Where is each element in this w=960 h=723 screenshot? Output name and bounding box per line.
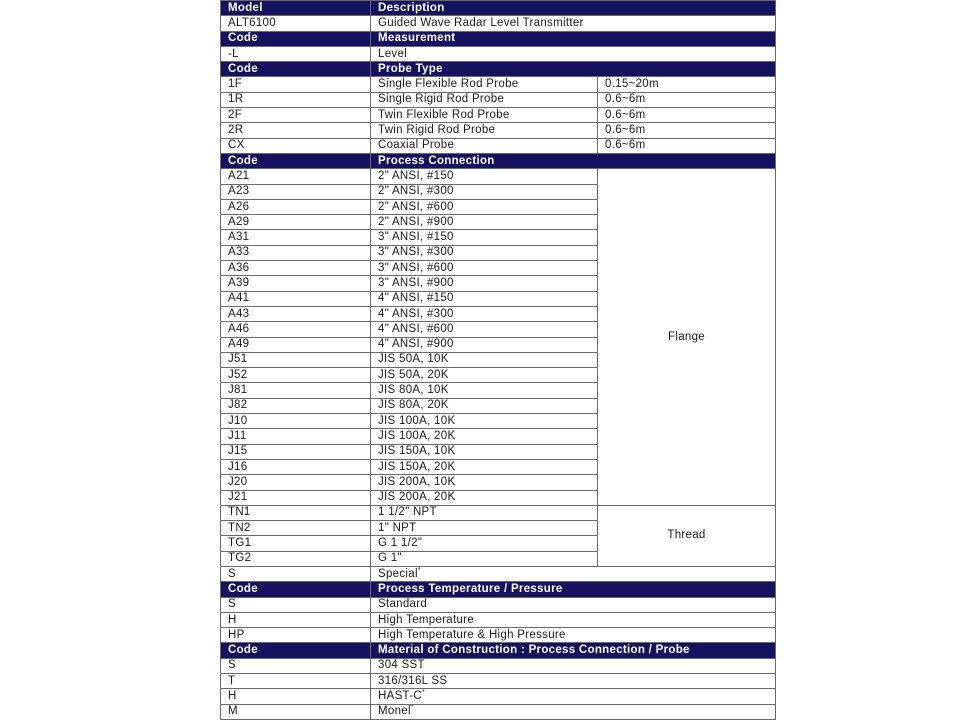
description-cell: JIS 80A, 20K: [371, 398, 598, 413]
code-cell: HP: [221, 628, 371, 643]
description-cell: 3" ANSI, #900: [371, 276, 598, 291]
connection-row: [221, 505, 776, 520]
connection-row: [221, 169, 776, 184]
footnote-mark: *: [417, 566, 421, 574]
code-cell: T: [221, 674, 371, 689]
description-text: HAST-C: [378, 690, 422, 702]
description-cell: [371, 658, 776, 673]
probe-header-row: [221, 62, 776, 77]
code-cell: S: [221, 658, 371, 673]
code-cell: A43: [221, 306, 371, 321]
description-cell: Twin Flexible Rod Probe: [371, 108, 598, 123]
probe-row: [221, 108, 776, 123]
description-cell: JIS 100A, 10K: [371, 414, 598, 429]
description-cell: 3" ANSI, #300: [371, 245, 598, 260]
code-cell: -L: [221, 46, 371, 61]
description-cell: JIS 150A, 20K: [371, 459, 598, 474]
description-cell: JIS 150A, 10K: [371, 444, 598, 459]
material-row: [221, 674, 776, 689]
temperature-row: [221, 612, 776, 627]
code-cell: A29: [221, 215, 371, 230]
material-row: [221, 689, 776, 704]
code-cell: 2F: [221, 108, 371, 123]
header-title-cell: Material of Construction : Process Connection / Probe: [371, 643, 776, 658]
description-cell: 3" ANSI, #150: [371, 230, 598, 245]
header-code-cell: Code: [221, 153, 371, 168]
code-cell: ALT6100: [221, 16, 371, 31]
range-cell: 0.6~6m: [598, 92, 776, 107]
header-code-cell: Code: [221, 62, 371, 77]
code-cell: J21: [221, 490, 371, 505]
header-title-cell: Probe Type: [371, 62, 776, 77]
header-code-cell: Model: [221, 1, 371, 16]
code-cell: A31: [221, 230, 371, 245]
code-cell: J15: [221, 444, 371, 459]
description-cell: 4" ANSI, #300: [371, 306, 598, 321]
header-title-cell: Process Temperature / Pressure: [371, 582, 776, 597]
code-cell: S: [221, 597, 371, 612]
header-title-cell: Measurement: [371, 31, 776, 46]
description-text: 304 SST: [378, 659, 425, 672]
description-cell: 2" ANSI, #900: [371, 215, 598, 230]
description-cell: [371, 566, 776, 581]
description-cell: High Temperature: [371, 612, 776, 627]
probe-row: [221, 123, 776, 138]
range-cell: 0.6~6m: [598, 123, 776, 138]
connection-row: [221, 566, 776, 581]
model-header-row: [221, 1, 776, 16]
flange-group-label: Flange: [598, 169, 776, 506]
description-cell: [371, 704, 776, 719]
range-cell: 0.6~6m: [598, 138, 776, 153]
code-cell: A49: [221, 337, 371, 352]
description-cell: G 1 1/2": [371, 536, 598, 551]
description-cell: Coaxial Probe: [371, 138, 598, 153]
model-row: [221, 16, 776, 31]
description-cell: 4" ANSI, #600: [371, 322, 598, 337]
spec-table: [220, 0, 776, 720]
description-cell: JIS 200A, 10K: [371, 475, 598, 490]
code-cell: A39: [221, 276, 371, 291]
code-cell: A23: [221, 184, 371, 199]
code-cell: A26: [221, 199, 371, 214]
code-cell: A46: [221, 322, 371, 337]
description-cell: 4" ANSI, #900: [371, 337, 598, 352]
code-cell: A33: [221, 245, 371, 260]
probe-row: [221, 77, 776, 92]
code-cell: 1R: [221, 92, 371, 107]
thread-group-label: Thread: [598, 505, 776, 566]
description-cell: JIS 200A, 20K: [371, 490, 598, 505]
code-cell: J20: [221, 475, 371, 490]
range-cell: 0.6~6m: [598, 108, 776, 123]
code-cell: 1F: [221, 77, 371, 92]
code-cell: M: [221, 704, 371, 719]
range-cell: 0.15~20m: [598, 77, 776, 92]
code-cell: J52: [221, 368, 371, 383]
header-code-cell: Code: [221, 31, 371, 46]
description-cell: Twin Rigid Rod Probe: [371, 123, 598, 138]
code-cell: TN2: [221, 521, 371, 536]
code-cell: CX: [221, 138, 371, 153]
description-cell: Single Flexible Rod Probe: [371, 77, 598, 92]
code-cell: A21: [221, 169, 371, 184]
header-code-cell: Code: [221, 582, 371, 597]
code-cell: S: [221, 566, 371, 581]
spec-table-body: [221, 1, 776, 720]
ordering-code-table: [220, 0, 775, 720]
code-cell: J10: [221, 414, 371, 429]
probe-row: [221, 92, 776, 107]
description-cell: 1 1/2" NPT: [371, 505, 598, 520]
code-cell: J82: [221, 398, 371, 413]
description-cell: JIS 100A, 20K: [371, 429, 598, 444]
code-cell: TG1: [221, 536, 371, 551]
description-text: Special: [378, 567, 418, 580]
code-cell: H: [221, 689, 371, 704]
description-text: 316/316L SS: [378, 674, 448, 687]
description-cell: High Temperature & High Pressure: [371, 628, 776, 643]
probe-row: [221, 138, 776, 153]
code-cell: H: [221, 612, 371, 627]
description-cell: Standard: [371, 597, 776, 612]
material-row: [221, 658, 776, 673]
code-cell: TN1: [221, 505, 371, 520]
header-title-cell: Description: [371, 1, 776, 16]
footnote-mark: *: [410, 704, 414, 712]
code-cell: J16: [221, 459, 371, 474]
description-cell: JIS 80A, 10K: [371, 383, 598, 398]
description-cell: 2" ANSI, #150: [371, 169, 598, 184]
header-title-cell: Process Connection: [371, 153, 776, 168]
temperature-row: [221, 597, 776, 612]
code-cell: A41: [221, 291, 371, 306]
header-code-cell: Code: [221, 643, 371, 658]
description-cell: [371, 689, 776, 704]
description-cell: JIS 50A, 20K: [371, 368, 598, 383]
material-row: [221, 704, 776, 719]
description-cell: [371, 674, 776, 689]
description-text: Monel: [378, 705, 411, 718]
measurement-row: [221, 46, 776, 61]
material-header-row: [221, 643, 776, 658]
measurement-header-row: [221, 31, 776, 46]
footnote-mark: *: [421, 689, 426, 697]
description-cell: 2" ANSI, #600: [371, 199, 598, 214]
code-cell: 2R: [221, 123, 371, 138]
description-cell: 3" ANSI, #600: [371, 261, 598, 276]
temperature-row: [221, 628, 776, 643]
description-cell: Single Rigid Rod Probe: [371, 92, 598, 107]
code-cell: A36: [221, 261, 371, 276]
code-cell: J51: [221, 352, 371, 367]
code-cell: TG2: [221, 551, 371, 566]
description-cell: JIS 50A, 10K: [371, 352, 598, 367]
description-cell: Guided Wave Radar Level Transmitter: [371, 16, 776, 31]
code-cell: J81: [221, 383, 371, 398]
temperature-header-row: [221, 582, 776, 597]
code-cell: J11: [221, 429, 371, 444]
connection-header-row: [221, 153, 776, 168]
description-cell: 4" ANSI, #150: [371, 291, 598, 306]
description-cell: G 1": [371, 551, 598, 566]
description-cell: 1" NPT: [371, 521, 598, 536]
description-cell: 2" ANSI, #300: [371, 184, 598, 199]
description-cell: Level: [371, 46, 776, 61]
